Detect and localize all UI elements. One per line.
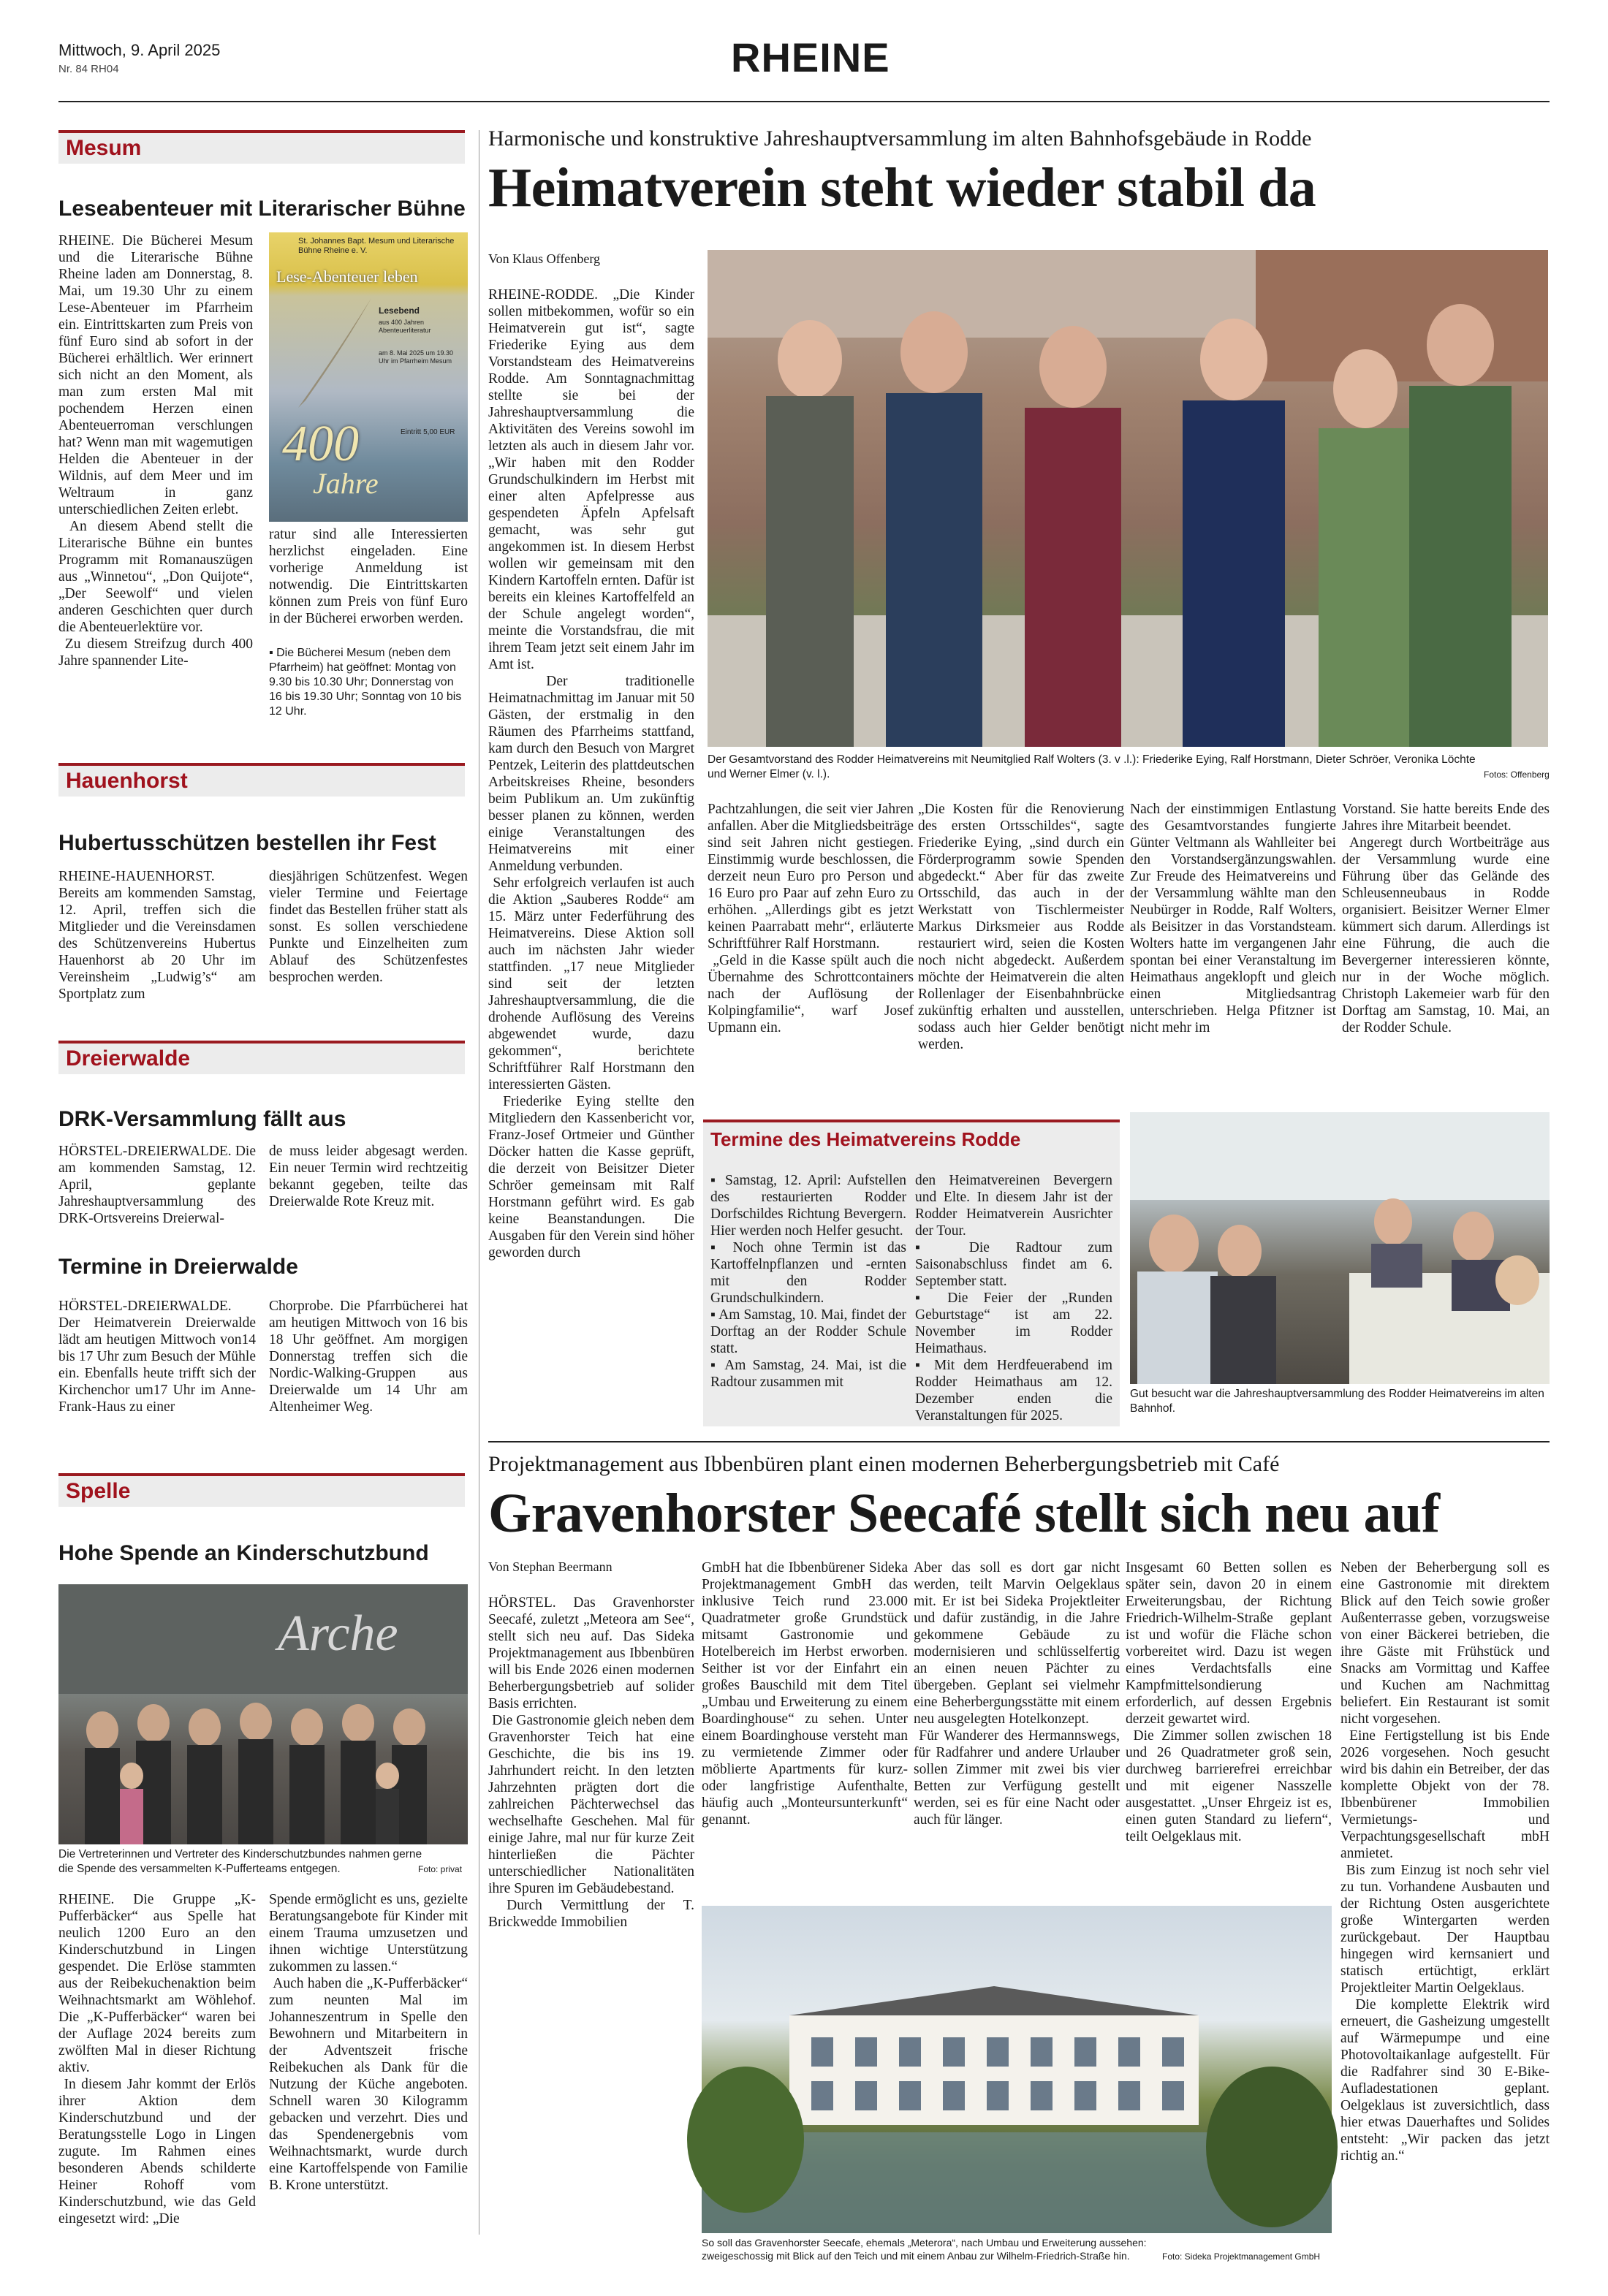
dreierwalde-body-2b: Chorprobe. Die Pfarrbücherei hat am heutigen Mittwoch von 16 bis 18 Uhr geöffnet. Am morgigen Donnerstag treffen sich die Nordic-Walking-Gruppen aus Dreierwalde um 14 Uhr am Altenheimer Weg. bbox=[269, 1299, 471, 1415]
spelle-credit: Foto: privat bbox=[418, 1864, 463, 1874]
section-label-hauenhorst: Hauenhorst bbox=[58, 763, 465, 797]
poster-sponsor: St. Johannes Bapt. Mesum und Literarische Bühne Rheine e. V. bbox=[298, 237, 455, 255]
mesum-info: ▪ Die Bücherei Mesum (neben dem Pfarrheim) hat geöffnet: Montag von 9.30 bis 10.30 Uhr; Donnerstag von 16 bis 19.30 Uhr; Sonntag von 10 bis 12 Uhr. bbox=[269, 647, 462, 718]
termine-box bbox=[703, 1120, 1120, 1426]
poster-jahre: Jahre bbox=[313, 467, 379, 500]
svg-text:Arche: Arche bbox=[278, 1605, 398, 1662]
dreierwalde-body-2a: HÖRSTEL-DREIERWALDE. Der Heimatverein Dreierwalde lädt am heutigen Mittwoch von14 bis 17 Uhr zum Besuch der Mühle ein. Ebenfalls heute trifft sich der Kirchenchor um17 Uhr im Anne-Frank-Haus zu einer bbox=[58, 1299, 259, 1415]
heimat-byline: Von Klaus Offenberg bbox=[488, 251, 600, 266]
spelle-group-photo bbox=[58, 1584, 468, 1844]
page-title: RHEINE bbox=[731, 34, 890, 80]
seecafe-byline: Von Stephan Beermann bbox=[488, 1559, 613, 1574]
meeting-caption: Gut besucht war die Jahreshauptversammlung des Rodder Heimatvereins im alten Bahnhof. bbox=[1130, 1388, 1544, 1415]
seecafe-credit: Foto: Sideka Projektmanagement GmbH bbox=[1162, 2251, 1321, 2262]
spelle-body-1: RHEINE. Die Gruppe „K-Pufferbäcker“ aus Spelle hat neulich 1200 Euro an den Kinderschutzbund in Lingen gespendet. Die Erlöse stammten aus der Reibekuchenaktion beim Weihnachtsmarkt am Wöhlehof. Die „K-Pufferbäcker“ waren bei der Auflage 2024 bereits zum zwölften Mal in dieser Richtung aktiv. In diesem Jahr kommt der Erlös ihrer Aktion dem Kinderschutzbund und der Beratungsstelle Logo in Lingen zugute. Im Rahmen eines besonderen Abends schilderte Heiner Rohoff vom Kinderschutzbund, wie das Geld eingesetzt wird: „Die bbox=[58, 1892, 256, 2227]
dreierwalde-headline-2: Termine in Dreierwalde bbox=[58, 1255, 298, 1279]
date-line: Mittwoch, 9. April 2025 bbox=[58, 41, 221, 59]
dreierwalde-headline-1: DRK-Versammlung fällt aus bbox=[58, 1107, 346, 1131]
termine-box-title: Termine des Heimatvereins Rodde bbox=[710, 1128, 1021, 1150]
heimat-column-5: Vorstand. Sie hatte bereits Ende des Jahres ihre Mitarbeit beendet. Angeregt durch Wortbeiträge aus der Versammlung wurde eine Führung über das Gelände des Schleusenneubaus in Rodde organisiert. Beisitzer Werner Elmer kümmert sich darum. Allerdings ist eine Führung, die auch die Bevergerner interessieren könnte, nur in der Woche möglich. Christoph Lakemeier warb für den Dorftag am Samstag, 10. Mai, an der Rodder Schule. bbox=[1342, 802, 1550, 1035]
hauenhorst-body-1: RHEINE-HAUENHORST. Bereits am kommenden Samstag, 12. April, treffen sich die Mitglieder und die Vereinsdamen des Schützenvereins Hubertus Hauenhorst ab 20 Uhr im Vereinsheim „Ludwig’s“ am Sportplatz zum bbox=[58, 869, 259, 1002]
seecafe-column-5: Neben der Beherbergung soll es eine Gastronomie mit direktem Blick auf den Teich sowie großer Außenterrasse geben, vorzugsweise von einer Bäckerei betrieben, die ihre Gäste mit Frühstück und Snacks am Vormittag und Kaffee und Kuchen am Nachmittag beliefert. Ein Restaurant ist somit nicht vorgesehen. Eine Fertigstellung ist bis Ende 2026 vorgesehen. Noch gesucht wird bis dahin ein Betreiber, der das komplette Objekt von der 78. Ibbenbürener Immobilien Vermietungs- und Verpachtungsgesellschaft mbH anmietet. Bis zum Einzug ist noch sehr viel zu tun. Vorhandene Ausbauten und der Richtung Osten ausgerichtete große Wintergarten werden zurückgebaut. Der Hauptbau hingegen wird kernsaniert und statisch ertüchtigt, erklärt Projektleiter Martin Oelgeklaus. Die komplette Elektrik wird erneuert, die Gasheizung umgestellt auf Wärmepumpe und eine Photovoltaikanlage aufgestellt. Für die Radfahrer sind 30 E-Bike-Aufladestationen geplant. Oelgeklaus ist zuversichtlich, dass hier etwas Dauerhaftes und Solides entsteht: „Wir packen das jetzt richtig an.“ bbox=[1340, 1560, 1550, 2164]
mesum-headline: Leseabenteuer mit Literarischer Bühne bbox=[58, 197, 466, 221]
seecafe-column-1: HÖRSTEL. Das Gravenhorster Seecafé, zuletzt „Meteora am See“, stellt sich neu auf. Das Sideka Projektmanagement aus Ibbenbüren will bis Ende 2026 einen modernen Beherbergungsbetrieb auf solider Basis errichten. Die Gastronomie gleich neben dem Gravenhorster Teich hat eine Geschichte, die bis ins 19. Jahrhundert reicht. In den letzten Jahrzehnten prägten dort die zahlreichen Pächterwechsel das wechselhafte Geschehen. Mal für einige Jahre, mal nur für kurze Zeit hinterließen die Pächter unterschiedlicher Nationalitäten ihre Spuren im Gebäudebestand. Durch Vermittlung der T. Brickwedde Immobilien bbox=[488, 1595, 695, 1930]
poster-title: Lese-Abenteuer leben bbox=[276, 267, 418, 286]
poster-date: am 8. Mai 2025 um 19.30 Uhr im Pfarrheim Mesum bbox=[379, 349, 454, 365]
spelle-headline: Hohe Spende an Kinderschutzbund bbox=[58, 1541, 429, 1565]
seecafe-headline: Gravenhorster Seecafé stellt sich neu auf bbox=[488, 1483, 1440, 1544]
section-label-dreierwalde: Dreierwalde bbox=[58, 1041, 465, 1074]
poster-small: aus 400 Jahren Abenteuerliteratur bbox=[379, 319, 431, 334]
heimat-column-3: „Die Kosten für die Renovierung des ersten Ortsschildes“, sagte Friederike Eying, „sind durch ein Förderprogramm sowie Spenden abgedeckt.“ Aber für das zweite Ortsschild, das auch in der Werkstatt von Tischlermeister Markus Dirksmeier aus Rodde restauriert wird, seien die Kosten noch nicht abgedeckt. Außerdem möchte der Heimatverein die alten Rollenlager der Eisenbahnbrücke zukünftig erhalten und ausstellen, sodass auch hier Gelder benötigt werden. bbox=[918, 802, 1128, 1052]
poster-price: Eintritt 5,00 EUR bbox=[401, 428, 455, 436]
hauenhorst-body-2: diesjährigen Schützenfest. Wegen vieler Termine und Feiertage findet das Bestellen früher statt als sonst. Es sollen verschiedene Punkte und Einzelheiten zum Ablauf des Schützenfestes besprochen werden. bbox=[269, 869, 471, 985]
section-label-spelle: Spelle bbox=[58, 1473, 465, 1507]
spelle-body-2: Spende ermöglicht es uns, gezielte Beratungsangebote für Kinder mit einem Trauma umzusetzen und ihnen wichtige Unterstützung zukommen zu lassen.“ Auch haben die „K-Pufferbäcker“ zum neunten Mal im Johanneszentrum in Spelle den Bewohnern und Mitarbeitern in der Adventszeit frische Reibekuchen als Dank für die Nutzung der Küche angeboten. Schnell waren 30 Kilogramm gebacken und verzehrt. Dies und das Spendenergebnis vom Weihnachtsmarkt, wurde durch eine Kartoffelspende von Familie B. Krone unterstützt. bbox=[269, 1892, 469, 2193]
meeting-illustration bbox=[1130, 1112, 1550, 1384]
heimat-column-2: Pachtzahlungen, die seit vier Jahren anfallen. Aber die Mitgliedsbeiträge sind seit Jahren nicht gestiegen. Einstimmig wurde beschlossen, die derzeit neun Euro pro Person und 16 Euro pro Paar auf zehn Euro zu erhöhen. „Allerdings gibt es jetzt keinen Paarrabatt mehr“, erläuterte Schriftführer Ralf Horstmann. „Geld in die Kasse spült auch die Übernahme des Schrottcontainers nach der Auflösung der Kolpingfamilie“, warf Josef Upmann ein. bbox=[708, 802, 914, 1035]
hauenhorst-headline: Hubertusschützen bestellen ihr Fest bbox=[58, 831, 436, 855]
heimat-group-photo bbox=[708, 250, 1548, 747]
poster-400: 400 bbox=[282, 416, 359, 472]
heimat-meeting-photo bbox=[1130, 1112, 1550, 1384]
feather-icon bbox=[291, 291, 379, 415]
building-illustration bbox=[702, 1906, 1332, 2233]
heimat-credit: Fotos: Offenberg bbox=[1484, 769, 1550, 780]
dreierwalde-body-1b: de muss leider abgesagt werden. Ein neuer Termin wird rechtzeitig bekannt gegeben, teilte das Dreierwalde Rote Kreuz mit. bbox=[269, 1144, 471, 1209]
heimat-column-1: RHEINE-RODDE. „Die Kinder sollen mitbekommen, wofür so ein Heimatverein gut ist“, sagte Friederike Eying aus dem Vorstandsteam des Heimatvereins Rodde. Am Sonntagnachmittag stellte sie bei der Jahreshauptversammlung die Aktivitäten des Vereins sowohl im letzten als auch in diesem Jahr vor. „Wir haben mit den Rodder Grundschulkindern im Herbst mit einer alten Apfelpresse aus gespendeten Äpfeln Apfelsaft gemacht, was sehr gut angekommen ist. In diesem Herbst wollen wir gemeinsam mit den Kindern Kartoffeln ernten. Dafür ist bereits ein kleines Kartoffelfeld an der Schule angelegt worden“, meinte die Vorstandsfrau, die mit ihrem Team jetzt seit einem Jahr im Amt ist. Der traditionelle Heimatnachmittag im Januar mit 50 Gästen, der erstmalig in den Räumen des Pfarrheims stattfand, kam durch den Besuch von Margret Pentzek, Leiterin des plattdeutschen Arbeitskreises Rheine, besonders beim Publikum an. Um zukünftig besser planen zu können, werden einige Veranstaltungen des Heimatvereins mit einer Anmeldung verbunden. Sehr erfolgreich verlaufen ist auch die Aktion „Sauberes Rodde“ am 15. März unter Federführung des Heimatvereins. Diese Aktion soll auch im nächsten Jahr wieder stattfinden. „17 neue Mitglieder sind seit der letzten Jahreshauptversammlung, die die drohende Auflösung des Vereins abgewendet wurde, dazu gekommen“, berichtete Schriftführer Ralf Horstmann den interessierten Gästen. Friederike Eying stellte den Mitgliedern den Kassenbericht vor, Franz-Josef Ortmeier und Günther Döcker hatten die Kasse geprüft, die derzeit von Beisitzer Dieter Schröer gemeinsam mit Ralf Horstmann geführt wird. Es gab keine Beanstandungen. Die Ausgaben für den Verein sind höher geworden durch bbox=[488, 287, 695, 1261]
heimat-people-illustration bbox=[708, 250, 1548, 747]
mesum-poster bbox=[269, 232, 468, 522]
seecafe-rendering bbox=[702, 1906, 1332, 2233]
poster-lesebend: Lesebend bbox=[379, 305, 420, 316]
mesum-body-1: RHEINE. Die Bücherei Mesum und die Literarische Bühne Rheine laden am Donnerstag, 8. Mai, um 19.30 Uhr zu einem Lese-Abenteuer im Pfarrheim ein. Eintrittskarten zum Preis von fünf Euro sind ab sofort in der Bücherei erhältlich. Wer erinnert sich nicht an den Moment, als man zum ersten Mal mit pochendem Herzen einen Abenteuerroman verschlungen hat? Wenn man mit wagemutigen Helden die Abenteuer in der Wildnis, auf dem Meer und im Weltraum in ganz unterschiedlichen Zeiten erlebt. An diesem Abend stellt die Literarische Bühne ein buntes Programm mit Romanauszügen aus „Winnetou“, „Don Quijote“, „Der Seewolf“ und vielen anderen Geschichten quer durch die Abenteuerlektüre vor. Zu diesem Streifzug durch 400 Jahre spannender Lite- bbox=[58, 233, 253, 669]
spelle-caption: Die Vertreterinnen und Vertreter des Kinderschutzbundes nahmen gerne die Spende des versammelten K-Pufferteams entgegen. bbox=[58, 1848, 422, 1875]
seecafe-column-2: GmbH hat die Ibbenbürener Sideka Projektmanagement GmbH das inklusive Teich rund 23.000 Quadratmeter große Grundstück mitsamt Gastronomie und Hotelbereich im Herbst erworben. Seither ist vor der Einfahrt ein großes Bauschild mit dem Titel „Umbau und Erweiterung zu einem Boardinghouse“ zu sehen. Unter einem Boardinghouse versteht man zu vermietende Zimmer oder möblierte Apartments für kurz- oder langfristige Aufenthalte, häufig auch „Monteursunterkunft“ genannt. bbox=[702, 1560, 911, 1828]
seecafe-column-4: Insgesamt 60 Betten sollen es später sein, davon 20 in einem Erweiterungsbau, der Richtung Friedrich-Wilhelm-Straße geplant ist und wofür die Fläche schon vorbereitet wird. Dazu ist wegen eines Verdachtsfalls eine Kampfmittelsondierung erforderlich, auf dessen Ergebnis derzeit gewartet wird. Die Zimmer sollen zwischen 18 und 26 Quadratmeter groß sein, durchweg barrierefrei erreichbar und mit eigener Nasszelle ausgestattet. „Unser Ehrgeiz ist es, einen guten Standard zu liefern“, teilt Oelgeklaus mit. bbox=[1126, 1560, 1332, 1844]
heimat-caption: Der Gesamtvorstand des Rodder Heimatvereins mit Neumitglied Ralf Wolters (3. v .l.): Friederike Eying, Ralf Horstmann, Dieter Schröer, Veronika Löchte und Werner Elmer (v. l.). bbox=[708, 753, 1476, 780]
termine-box-right: den Heimatvereinen Bevergern und Elte. In diesem Jahr ist der Rodder Heimatverein Ausrichter der Tour. ▪ Die Radtour zum Saisonabschluss findet am 6. September statt. ▪ Die Feier der „Runden Geburtstage“ ist am 22. November im Rodder Heimathaus. ▪ Mit dem Herdfeuerabend im Rodder Heimathaus am 12. Dezember enden die Veranstaltungen für 2025. bbox=[915, 1173, 1112, 1423]
seecafe-caption: So soll das Gravenhorster Seecafe, ehemals „Meterora“, nach Umbau und Erweiterung aussehen: zweigeschossig mit Blick auf den Teich und mit einem Anbau zur Wilhelm-Friedrich-Straße hin. bbox=[702, 2237, 1147, 2262]
dreierwalde-body-1a: HÖRSTEL-DREIERWALDE. Die am kommenden Samstag, 12. April, geplante Jahreshauptversammlung des DRK-Ortsvereins Dreierwal- bbox=[58, 1144, 259, 1226]
group-people-illustration bbox=[58, 1584, 468, 1844]
seecafe-kicker: Projektmanagement aus Ibbenbüren plant einen modernen Beherbergungsbetrieb mit Café bbox=[488, 1452, 1280, 1476]
mid-rule bbox=[488, 1441, 1550, 1442]
section-label-mesum: Mesum bbox=[58, 130, 465, 164]
termine-box-left: ▪ Samstag, 12. April: Aufstellen des restaurierten Rodder Dorfschildes Richtung Bevergern. Hier werden noch Helfer gesucht. ▪ Noch ohne Termin ist das Kartoffelnpflanzen und -ernten mit den Rodder Grundschulkindern. ▪ Am Samstag, 10. Mai, findet der Dorftag an der Rodder Schule statt. ▪ Am Samstag, 24. Mai, ist die Radtour zusammen mit bbox=[710, 1173, 906, 1390]
heimat-headline: Heimatverein steht wieder stabil da bbox=[488, 157, 1316, 218]
mesum-body-2: ratur sind alle Interessierten herzlichst eingeladen. Eine vorherige Anmeldung ist notwendig. Die Eintrittskarten können zum Preis von fünf Euro in der Bücherei erworben werden. bbox=[269, 527, 471, 626]
header-rule bbox=[58, 101, 1550, 102]
heimat-column-4: Nach der einstimmigen Entlastung des Gesamtvorstandes fungierte Günter Veltmann als Wahlleiter bei den Vorstandsergänzungswahlen. Zur Freude des Heimatvereins und der Versammlung wählte man den Neubürger in Rodde, Ralf Wolters, als Beisitzer in das Vorstandsteam. Wolters hatte im vergangenen Jahr spontan bei einer Veranstaltung im Heimathaus angeklopft und gleich einen Mitgliedsantrag unterschrieben. Helga Pfitzner ist nicht mehr im bbox=[1130, 802, 1340, 1035]
issue-number: Nr. 84 RH04 bbox=[58, 63, 119, 75]
seecafe-column-3: Aber das soll es dort gar nicht werden, teilt Marvin Oelgeklaus mit. Er ist bei Sideka Projektleiter und dafür zuständig, in die Jahre gekommene Gebäude zu modernisieren und schlüsselfertig an einen neuen Pächter zu übergeben. Geplant sei vielmehr eine Beherbergungsstätte mit einem neu ausgelegten Hotelkonzept. Für Wanderer des Hermannswegs, für Radfahrer und andere Urlauber sollen Zimmer mit zwei bis vier Betten zur Verfügung gestellt werden, sei es für eine Nacht oder auch für länger. bbox=[914, 1560, 1120, 1828]
heimat-kicker: Harmonische und konstruktive Jahreshauptversammlung im alten Bahnhofsgebäude in Rodde bbox=[488, 126, 1312, 151]
